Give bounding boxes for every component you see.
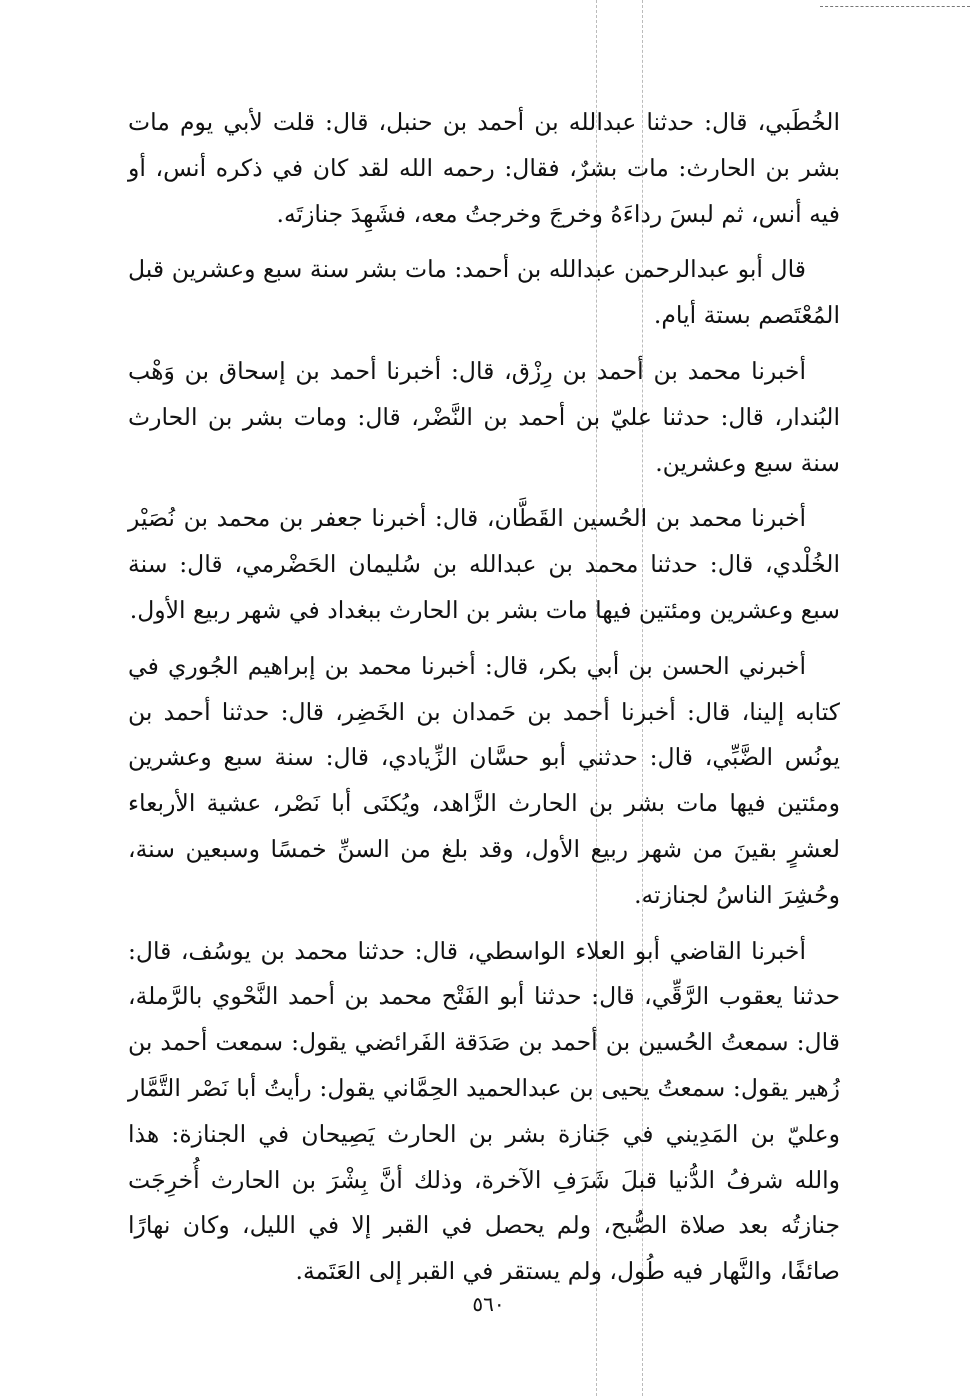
paragraph-6: أخبرنا القاضي أبو العلاء الواسطي، قال: حدثنا محمد بن يوسُف، قال: حدثنا يعقوب الرَّقِّي، قال: حدثنا أبو الفَتْح محمد بن أحمد النَّحْوي بالرَّملة، قال: سمعتُ الحُسين بن أحمد بن صَدَقة الفَرائضي يقول: سمعت أحمد بن زُهير يقول: سمعتُ يحيى بن عبدالحميد الحِمَّاني يقول: رأيتُ أبا نَصْر التَّمَّار وعليّ بن المَدِيني في جَنازة بشر بن الحارث يَصِيحان في الجنازة: هذا والله شرفُ الدُّنيا قبلَ شَرَفِ الآخرة، وذلك أنَّ بِشْرَ بن الحارث أُخرِجَت جنازتُه بعد صلاة الصُّبح، ولم يحصل في القبر إلا في الليل، وكان نهارًا صائفًا، والنَّهار فيه طُول، ولم يستقر في القبر إلى العَتَمة. — [128, 936, 840, 1286]
paragraph-4: أخبرنا محمد بن الحُسين القَطَّان، قال: أخبرنا جعفر بن محمد بن نُصَيْر الخُلْدي، قال: حدثنا محمد بن عبدالله بن سُليمان الحَضْرمي، قال: سنة سبع وعشرين ومئتين فيها مات بشر بن الحارث ببغداد في شهر ربيع الأول. — [128, 504, 840, 624]
page-body — [128, 100, 840, 1305]
paragraph-2: قال أبو عبدالرحمن عبدالله بن أحمد: مات بشر سنة سبع وعشرين قبل المُعْتَصم بستة أيام. — [128, 255, 840, 330]
paragraph-1: الخُطَبي، قال: حدثنا عبدالله بن أحمد بن حنبل، قال: قلت لأبي يوم مات بشر بن الحارث: مات بشرٌ، فقال: رحمه الله لقد كان في ذكره أنس، أو فيه أنس، ثم لبسَ رداءَهُ وخرجَ وخرجتُ معه، فشَهِدَ جنازتَه. — [128, 108, 840, 228]
paragraph-5: أخبرني الحسن بن أبي بكر، قال: أخبرنا محمد بن إبراهيم الجُوري في كتابه إلينا، قال: أخبرنا أحمد بن حَمدان بن الخَضِر، قال: حدثنا أحمد بن يونُس الضَّبِّي، قال: حدثني أبو حسَّان الزِّيادي، قال: سنة سبع وعشرين ومئتين فيها مات بشر بن الحارث الزَّاهد، ويُكنَى أبا نَصْر، عشية الأربعاء لعشرٍ بقينَ من شهر ربيع الأول، وقد بلغ من السنِّ خمسًا وسبعين سنة، وحُشِرَ الناسُ لجنازته. — [128, 651, 840, 909]
page-number: ٥٦٠ — [472, 1292, 505, 1316]
top-rule — [820, 6, 970, 7]
paragraph-3: أخبرنا محمد بن أحمد بن رِزْق، قال: أخبرنا أحمد بن إسحاق بن وَهْب البُندار، قال: حدثنا عليّ بن أحمد بن النَّضْر، قال: ومات بشر بن الحارث سنة سبع وعشرين. — [128, 356, 840, 477]
